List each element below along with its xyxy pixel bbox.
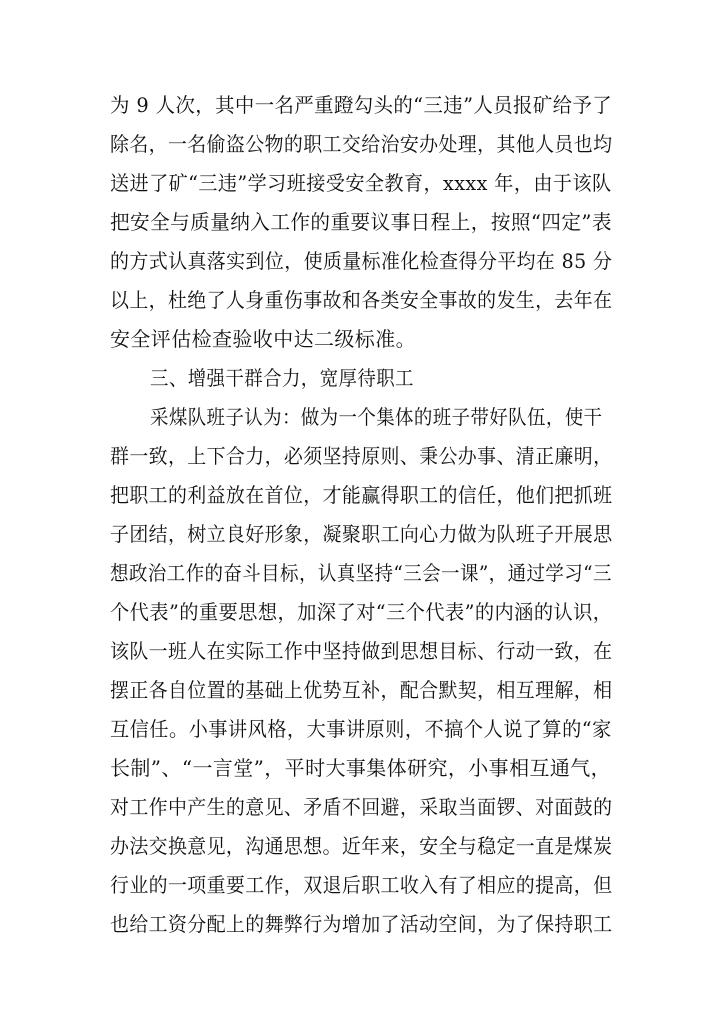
text-line: 安全评估检查验收中达二级标准。: [110, 327, 416, 351]
text-line: 送进了矿“三违”学习班接受安全教育，xxxx 年，由于该队: [110, 171, 612, 195]
text-line: 该队一班人在实际工作中坚持做到思想目标、行动一致，在: [110, 639, 613, 663]
text-line: 摆正各自位置的基础上优势互补，配合默契，相互理解，相: [110, 678, 613, 702]
text-line: 以上，杜绝了人身重伤事故和各类安全事故的发生，去年在: [110, 288, 613, 312]
text-line: 行业的一项重要工作，双退后职工收入有了相应的提高，但: [110, 873, 613, 897]
text-line: 也给工资分配上的舞弊行为增加了活动空间，为了保持职工: [110, 912, 613, 936]
text-line: 的方式认真落实到位，使质量标准化检查得分平均在 85 分: [110, 249, 613, 273]
text-line: 想政治工作的奋斗目标，认真坚持“三会一课”，通过学习“三: [110, 561, 612, 585]
text-line: 个代表”的重要思想，加深了对“三个代表”的内涵的认识，: [110, 600, 613, 624]
section-heading: 三、增强干群合力，宽厚待职工: [150, 366, 414, 390]
text-line: 把安全与质量纳入工作的重要议事日程上，按照“四定”表: [110, 210, 612, 234]
text-line: 子团结，树立良好形象，凝聚职工向心力做为队班子开展思: [110, 522, 613, 546]
paragraph-first-line: 采煤队班子认为：做为一个集体的班子带好队伍，使干: [150, 405, 603, 429]
text-line: 把职工的利益放在首位，才能赢得职工的信任，他们把抓班: [110, 483, 613, 507]
text-line: 互信任。小事讲风格，大事讲原则，不搞个人说了算的“家: [110, 717, 612, 741]
text-line: 群一致，上下合力，必须坚持原则、秉公办事、清正廉明，: [110, 444, 613, 468]
text-line: 办法交换意见，沟通思想。近年来，安全与稳定一直是煤炭: [110, 834, 613, 858]
text-line: 对工作中产生的意见、矛盾不回避，采取当面锣、对面鼓的: [110, 795, 613, 819]
text-line: 为 9 人次，其中一名严重蹬勾头的“三违”人员报矿给予了: [110, 93, 613, 117]
text-line: 除名，一名偷盗公物的职工交给治安办处理，其他人员也均: [110, 132, 613, 156]
text-line: 长制”、“一言堂”，平时大事集体研究，小事相互通气，: [110, 756, 612, 780]
